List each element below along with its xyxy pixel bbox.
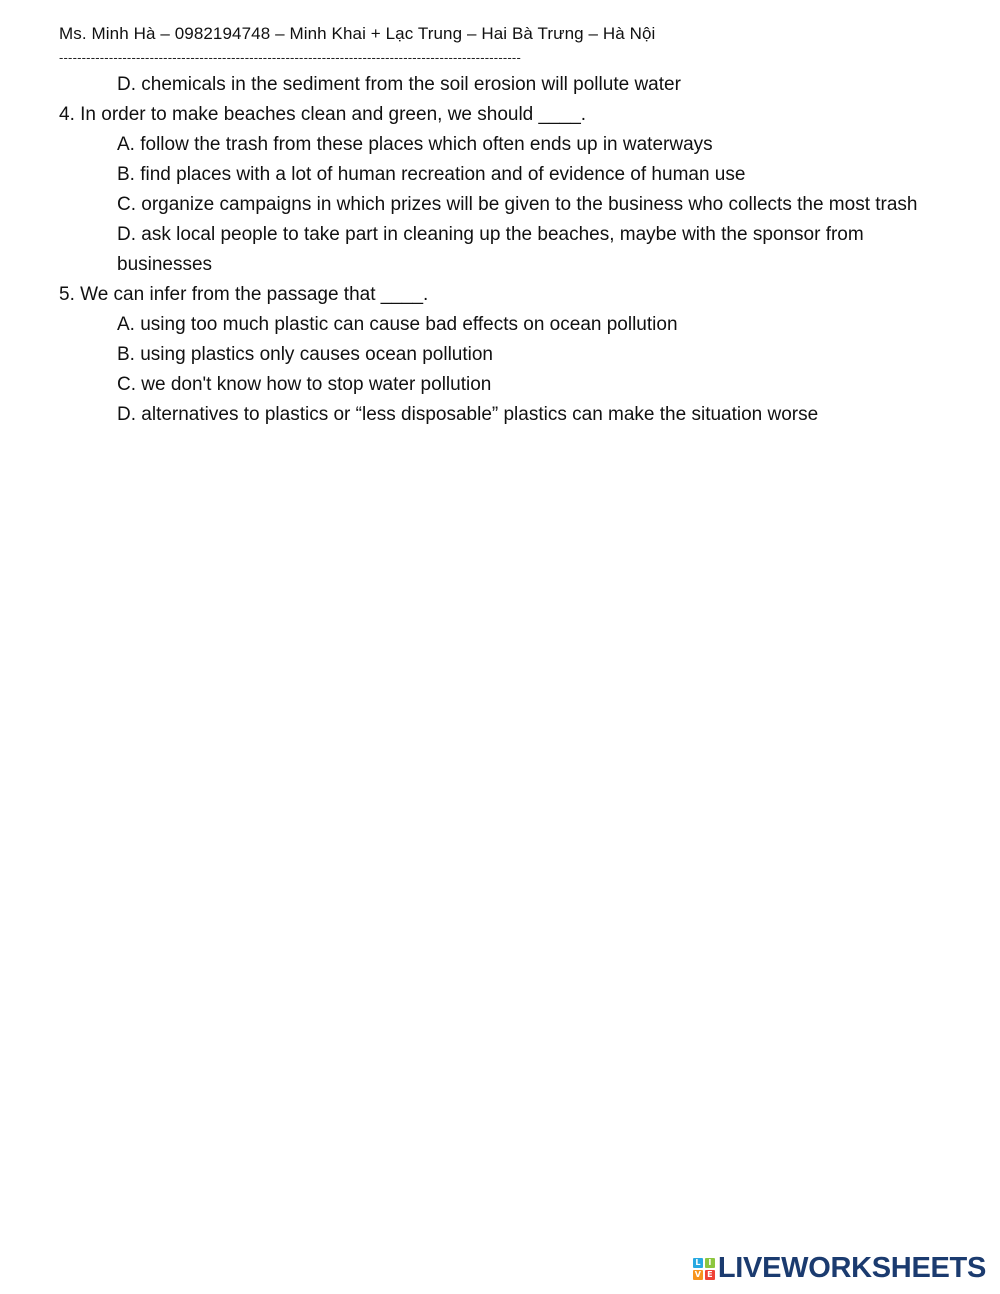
q5-option-b: B. using plastics only causes ocean pollution <box>117 344 494 365</box>
q5-option-d: D. alternatives to plastics or “less disposable” plastics can make the situation worse <box>117 404 819 425</box>
q3-option-d: D. chemicals in the sediment from the soil erosion will pollute water <box>117 74 681 95</box>
header-contact: Ms. Minh Hà – 0982194748 – Minh Khai + Lạc Trung – Hai Bà Trưng – Hà Nội <box>59 24 656 43</box>
question-5: 5. We can infer from the passage that ____. <box>59 284 429 305</box>
logo-letter-i: I <box>705 1258 715 1268</box>
q5-option-c: C. we don't know how to stop water pollution <box>117 374 492 395</box>
q4-option-a: A. follow the trash from these places which often ends up in waterways <box>117 134 713 155</box>
logo-wordmark: LIVEWORKSHEETS <box>717 1252 986 1284</box>
liveworksheets-logo-icon <box>693 1258 715 1280</box>
q4-option-b: B. find places with a lot of human recreation and of evidence of human use <box>117 164 746 185</box>
question-4: 4. In order to make beaches clean and green, we should ____. <box>59 104 587 125</box>
liveworksheets-logo <box>693 1252 986 1285</box>
q4-option-c: C. organize campaigns in which prizes will be given to the business who collects the most trash <box>117 194 918 215</box>
q4-option-d: D. ask local people to take part in cleaning up the beaches, maybe with the sponsor from businesses <box>117 224 864 275</box>
logo-letter-l: L <box>693 1258 703 1268</box>
header-divider: ------------------------------------------------------------------------------------------------------ <box>59 50 521 65</box>
worksheet-content <box>59 70 949 430</box>
q5-option-a: A. using too much plastic can cause bad effects on ocean pollution <box>117 314 678 335</box>
logo-letter-v: V <box>694 1270 701 1279</box>
logo-letter-e: E <box>705 1270 715 1280</box>
